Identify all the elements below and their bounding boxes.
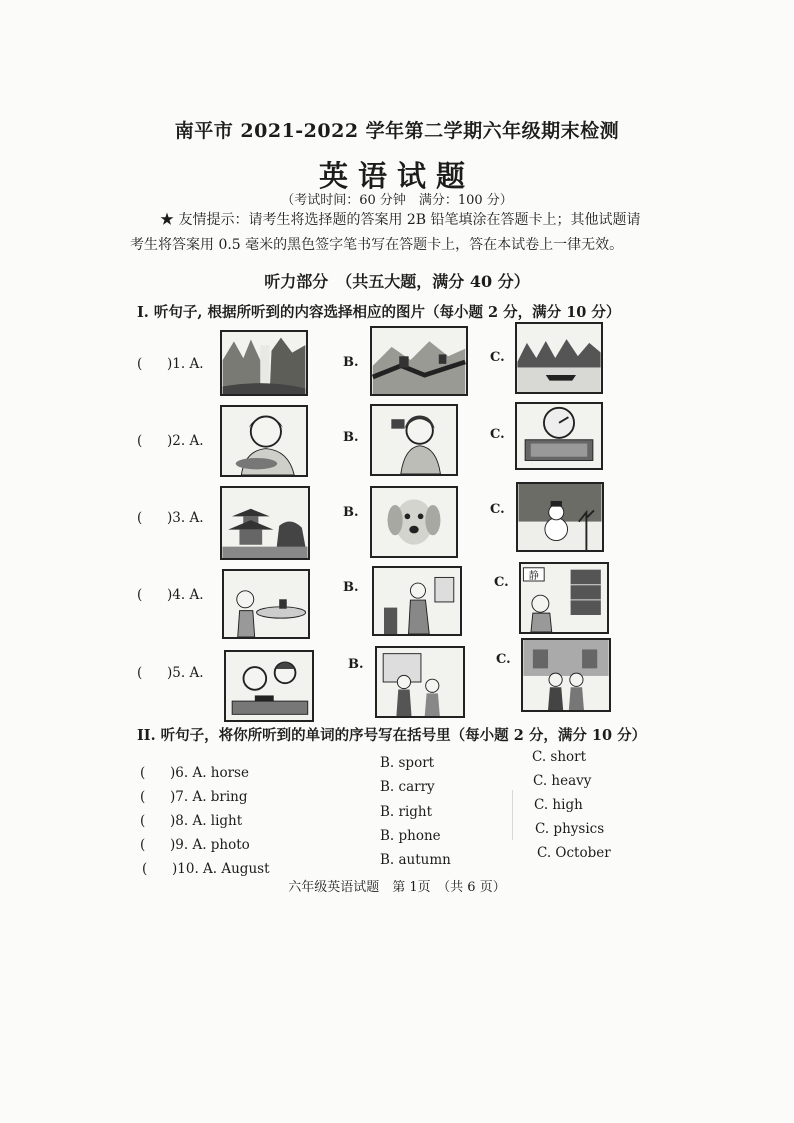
option-c-label: C.: [496, 652, 511, 667]
answer-paren: (: [142, 861, 148, 877]
option-b-label: B.: [343, 505, 359, 520]
question-5-label: ( )5. A.: [137, 665, 204, 681]
picture-3a-pagoda: [220, 486, 310, 560]
picture-1a-mountain-waterfall: [220, 330, 308, 396]
exam-title: 南平市 2021-2022 学年第二学期六年级期末检测: [174, 120, 620, 142]
option-b-label: B.: [343, 430, 359, 445]
listening-heading: 听力部分 （共五大题，满分 40 分）: [264, 272, 530, 291]
question-10-option-c: C. October: [537, 845, 611, 861]
question-8-option-a: ( )8. A. light: [140, 813, 243, 829]
question-3-label: ( )3. A.: [137, 510, 204, 526]
picture-3b-dog: [370, 486, 458, 558]
answer-paren: (: [140, 765, 146, 781]
page-footer: 六年级英语试题 第 1页 （共 6 页）: [288, 880, 506, 895]
picture-2b-girl-phone: [370, 404, 458, 476]
subject-title: 英语试题: [318, 159, 475, 193]
answer-paren: (: [140, 789, 146, 805]
option-b-label: B.: [343, 355, 359, 370]
question-10-option-a: ( )10. A. August: [142, 861, 270, 877]
answer-paren: (: [137, 510, 143, 526]
answer-paren: (: [137, 665, 143, 681]
picture-5b-family-home: [375, 646, 465, 718]
answer-paren: (: [137, 587, 143, 603]
question-7-option-a: ( )7. A. bring: [140, 789, 248, 805]
question-8-option-c: C. high: [534, 797, 583, 813]
picture-2c-scale: [515, 402, 603, 470]
section-2-heading: II. 听句子，将你所听到的单词的序号写在括号里（每小题 2 分，满分 10 分）: [137, 727, 647, 744]
question-7-option-c: C. heavy: [533, 773, 592, 789]
question-9-option-c: C. physics: [535, 821, 605, 837]
question-9-option-b: B. phone: [380, 828, 441, 844]
option-b-label: B.: [343, 580, 359, 595]
picture-1c-river-boat: [515, 322, 603, 394]
option-c-label: C.: [494, 575, 509, 590]
question-4-label: ( )4. A.: [137, 587, 204, 603]
answer-paren: (: [140, 837, 146, 853]
question-8-option-b: B. right: [380, 804, 433, 820]
question-1-label: ( )1. A.: [137, 356, 204, 372]
option-c-label: C.: [490, 427, 505, 442]
scan-mark: [512, 790, 513, 840]
picture-5c-kids-outside: [521, 638, 611, 712]
tip-line-2: 考生将答案用 0.5 毫米的黑色签字笔书写在答题卡上，答在本试卷上一律无效。: [130, 237, 624, 253]
answer-paren: (: [137, 433, 143, 449]
quiet-sign-text: 静: [528, 570, 539, 583]
question-7-option-b: B. carry: [380, 779, 435, 795]
question-6-option-c: C. short: [532, 749, 587, 765]
option-c-label: C.: [490, 350, 505, 365]
tip-line-1: ★ 友情提示：请考生将选择题的答案用 2B 铅笔填涂在答题卡上；其他试题请: [160, 212, 641, 228]
picture-4b-girls-room: [372, 566, 462, 636]
section-1-heading: I. 听句子, 根据所听到的内容选择相应的图片（每小题 2 分，满分 10 分）: [137, 304, 621, 321]
exam-info: （考试时间：60 分钟 满分：100 分）: [281, 193, 513, 208]
question-6-option-a: ( )6. A. horse: [140, 765, 249, 781]
picture-2a-girl-eating: [220, 405, 308, 477]
option-c-label: C.: [490, 502, 505, 517]
question-6-option-b: B. sport: [380, 755, 435, 771]
question-2-label: ( )2. A.: [137, 433, 204, 449]
question-10-option-b: B. autumn: [380, 852, 451, 868]
question-9-option-a: ( )9. A. photo: [140, 837, 250, 853]
answer-paren: (: [137, 356, 143, 372]
option-b-label: B.: [348, 657, 364, 672]
picture-3c-snowman: [516, 482, 604, 552]
picture-4a-boy-table: [222, 569, 310, 639]
picture-4c-library-quiet: [519, 562, 609, 634]
picture-1b-great-wall: [370, 326, 468, 396]
picture-5a-two-kids-desk: [224, 650, 314, 722]
answer-paren: (: [140, 813, 146, 829]
